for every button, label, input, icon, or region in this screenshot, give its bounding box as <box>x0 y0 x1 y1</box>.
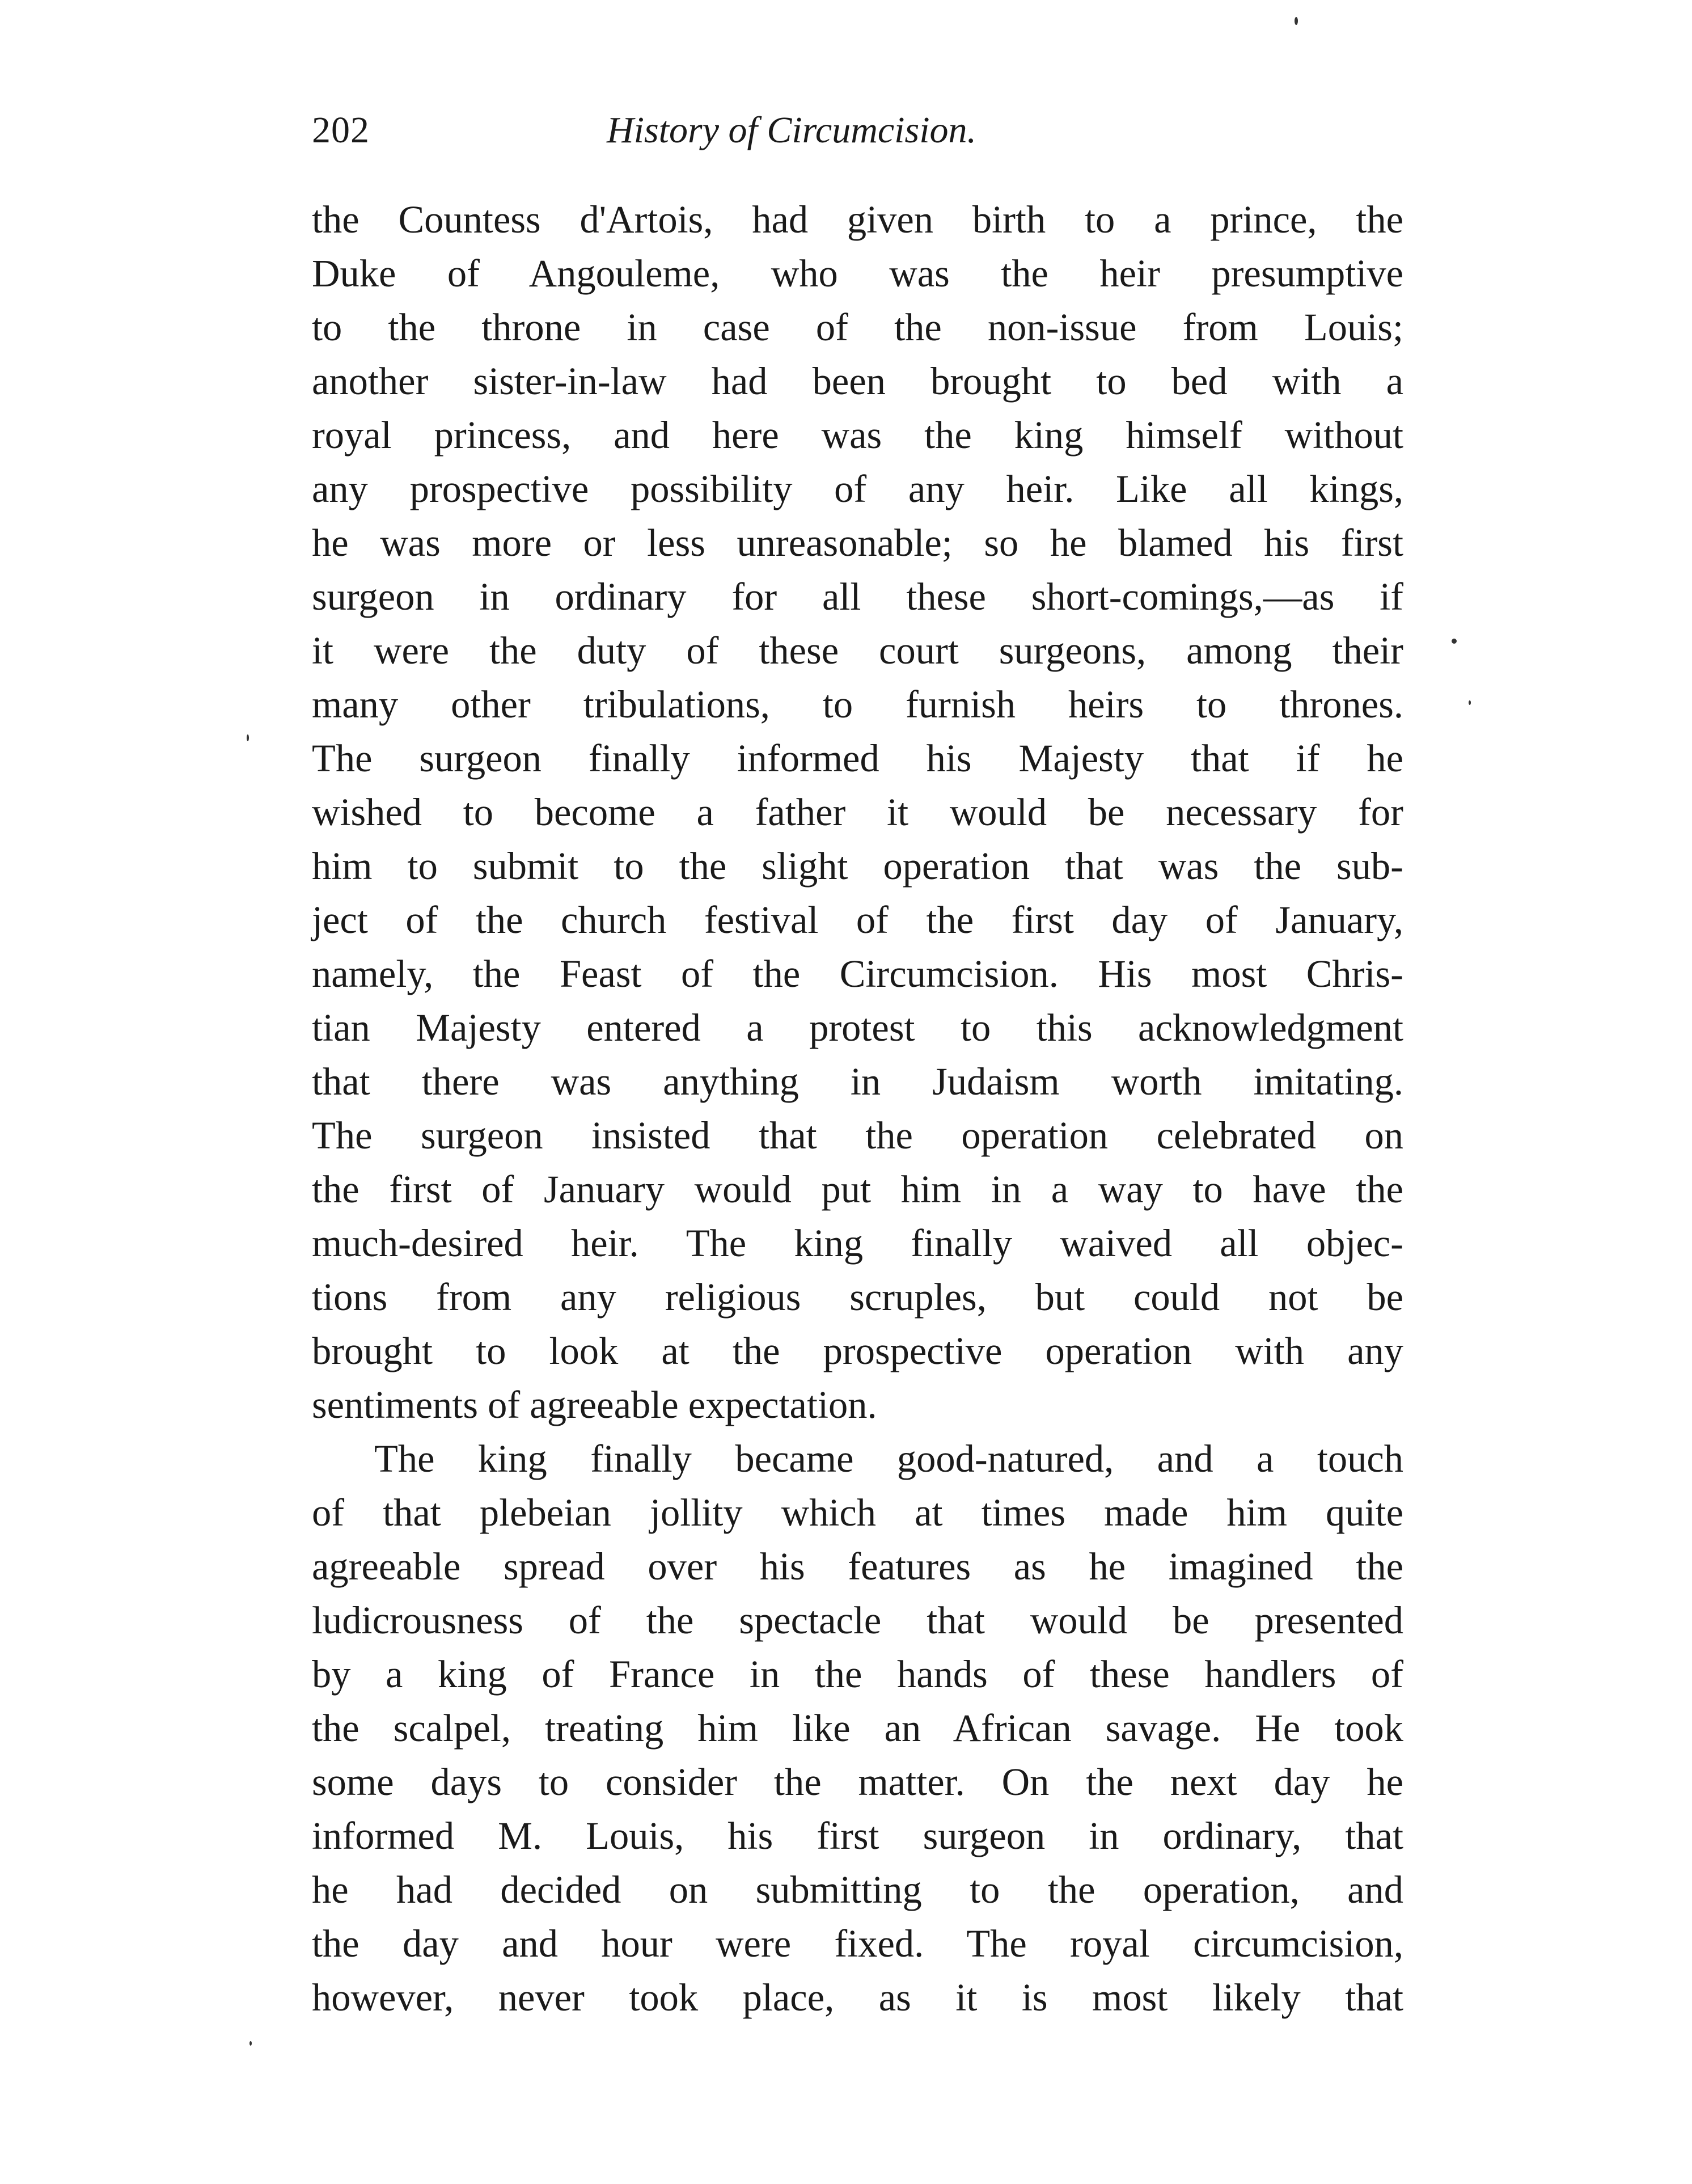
scan-speck <box>247 734 249 741</box>
text-line: of that plebeian jollity which at times made him quite <box>312 1491 1403 1534</box>
scan-speck <box>1295 17 1298 25</box>
scan-speck <box>249 2041 252 2046</box>
text-line: many other tribulations, to furnish heirs to thrones. <box>312 683 1403 726</box>
scan-speck <box>1469 700 1471 705</box>
text-line: tian Majesty entered a protest to this acknowledgment <box>312 1006 1403 1049</box>
text-line: he had decided on submitting to the operation, and <box>312 1868 1403 1911</box>
text-line: The surgeon insisted that the operation celebrated on <box>312 1114 1403 1157</box>
text-line: the Countess d'Artois, had given birth to a prince, the <box>312 198 1403 241</box>
text-line: much-desired heir. The king finally waived all objec- <box>312 1222 1403 1265</box>
text-line: Duke of Angouleme, who was the heir presumptive <box>312 252 1403 295</box>
text-line: royal princess, and here was the king himself without <box>312 413 1403 457</box>
page-header <box>312 99 1418 162</box>
text-line: ludicrousness of the spectacle that would be presented <box>312 1599 1403 1642</box>
text-line: wished to become a father it would be necessary for <box>312 791 1403 834</box>
text-line: he was more or less unreasonable; so he blamed his first <box>312 521 1403 564</box>
text-line: it were the duty of these court surgeons, among their <box>312 629 1403 672</box>
text-line: the scalpel, treating him like an African savage. He took <box>312 1706 1403 1750</box>
text-line: informed M. Louis, his first surgeon in ordinary, that <box>312 1814 1403 1857</box>
text-line: surgeon in ordinary for all these short-comings,—as if <box>312 575 1403 618</box>
paragraph <box>312 1432 1403 2025</box>
text-line: some days to consider the matter. On the next day he <box>312 1760 1403 1803</box>
text-line: namely, the Feast of the Circumcision. His most Chris- <box>312 952 1403 995</box>
text-line: sentiments of agreeable expectation. <box>312 1383 877 1426</box>
text-line: however, never took place, as it is most likely that <box>312 1976 1403 2019</box>
text-line: agreeable spread over his features as he imagined the <box>312 1545 1403 1588</box>
body-text <box>312 193 1403 2025</box>
paragraph <box>312 193 1403 1432</box>
text-line: another sister-in-law had been brought to bed with a <box>312 360 1403 403</box>
text-line: any prospective possibility of any heir. Like all kings, <box>312 467 1403 510</box>
text-line: to the throne in case of the non-issue from Louis; <box>312 306 1403 349</box>
running-title: History of Circumcision. <box>607 109 977 151</box>
text-line: The king finally became good-natured, and a touch <box>374 1437 1403 1480</box>
text-line: the day and hour were fixed. The royal circumcision, <box>312 1922 1403 1965</box>
text-line: by a king of France in the hands of these handlers of <box>312 1653 1403 1696</box>
text-line: tions from any religious scruples, but could not be <box>312 1275 1403 1319</box>
text-line: brought to look at the prospective operation with any <box>312 1329 1403 1372</box>
text-line: him to submit to the slight operation that was the sub- <box>312 844 1403 888</box>
text-line: The surgeon finally informed his Majesty that if he <box>312 737 1403 780</box>
text-line: the first of January would put him in a way to have the <box>312 1168 1403 1211</box>
page-number: 202 <box>312 109 370 151</box>
text-line: that there was anything in Judaism worth imitating. <box>312 1060 1403 1103</box>
text-line: ject of the church festival of the first day of January, <box>312 898 1403 941</box>
scan-speck <box>1452 639 1457 644</box>
